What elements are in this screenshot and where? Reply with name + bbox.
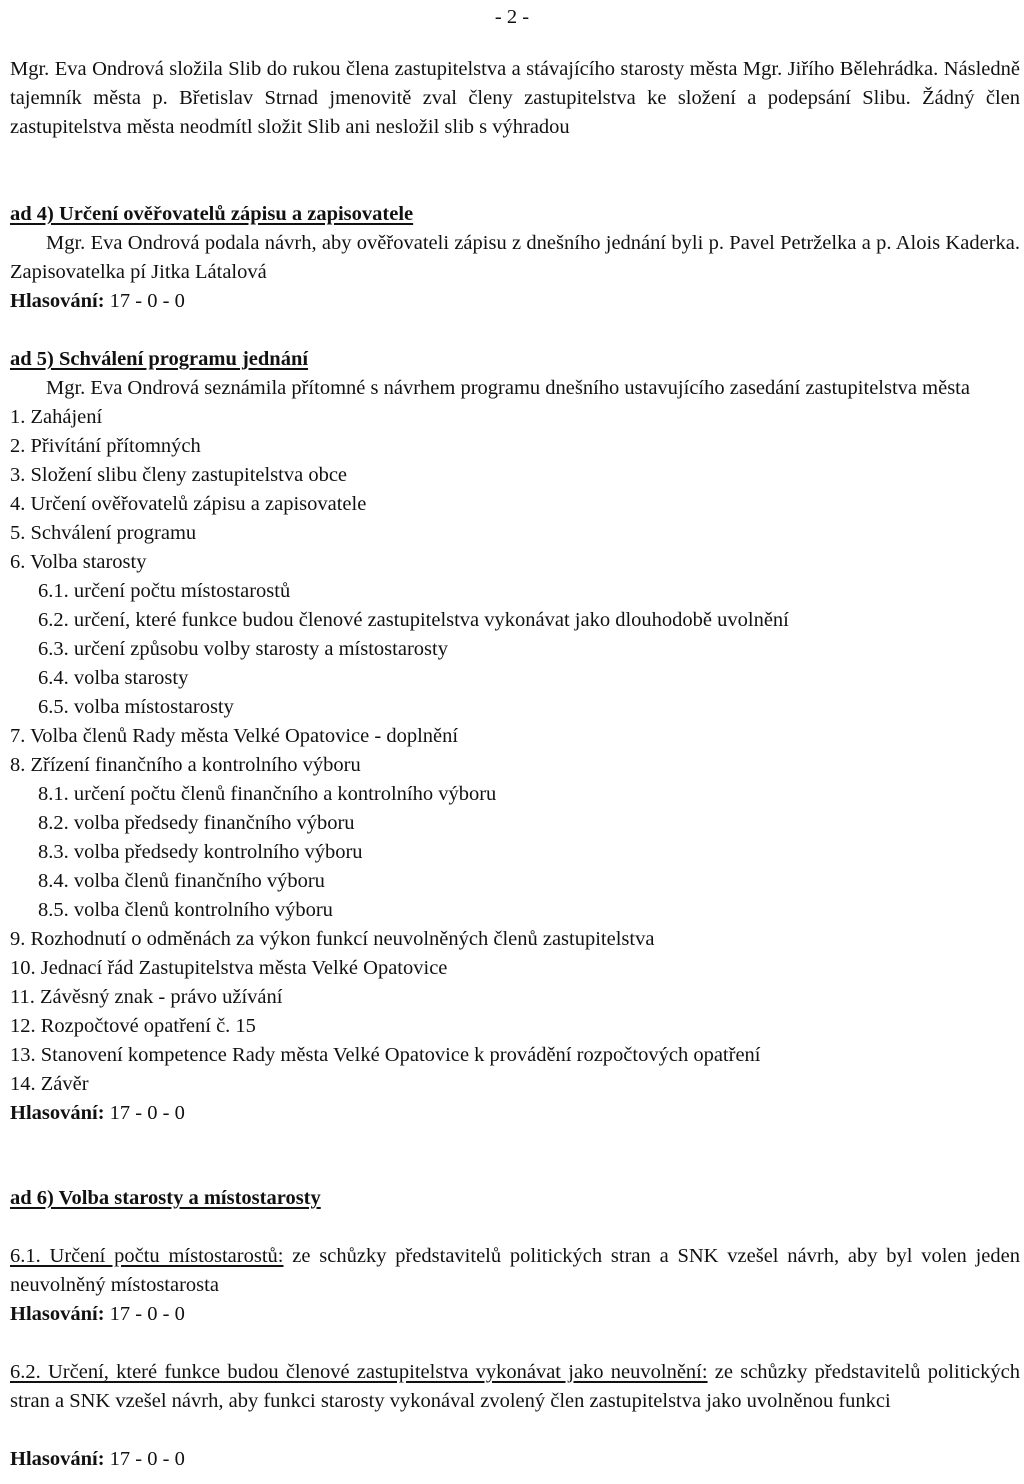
intro-paragraph: Mgr. Eva Ondrová složila Slib do rukou člena zastupitelstva a stávajícího starosty města Mgr. Jiřího Bělehrádka. Následně tajemník města p. Břetislav Strnad jmenovitě zval členy zastupitelstva ke složení a podepsání Slibu. Žádný člen zastupitelstva města neodmítl složit Slib ani nesložil slib s výhradou (10, 58, 1020, 138)
vote-label: Hlasování: (10, 290, 105, 312)
agenda-item: 8.4. volba členů finančního výboru (38, 870, 325, 892)
section-5-heading: ad 5) Schválení programu jednání (10, 348, 309, 370)
section-6-1 (10, 1242, 1020, 1300)
section-6-2-title: 6.2. Určení, které funkce budou členové zastupitelstva vykonávat jako neuvolnění: (10, 1361, 708, 1383)
agenda-item: 13. Stanovení kompetence Rady města Velké Opatovice k provádění rozpočtových opatření (10, 1044, 761, 1066)
vote-label: Hlasování: (10, 1102, 105, 1124)
agenda-item: 9. Rozhodnutí o odměnách za výkon funkcí neuvolněných členů zastupitelstva (10, 928, 655, 950)
agenda-item: 6.3. určení způsobu volby starosty a místostarosty (38, 638, 448, 660)
vote-value: 17 - 0 - 0 (109, 1303, 185, 1325)
section-5-text: Mgr. Eva Ondrová seznámila přítomné s návrhem programu dnešního ustavujícího zasedání zastupitelstva města (46, 377, 970, 399)
section-6-2-text: ze schůzky představitelů politických stran a SNK vzešel návrh, aby funkci starosty vykonával zvolený člen zastupitelstva jako uvolněnou funkci (10, 1361, 1020, 1412)
agenda-item: 14. Závěr (10, 1073, 89, 1095)
vote-label: Hlasování: (10, 1303, 105, 1325)
section-4-heading: ad 4) Určení ověřovatelů zápisu a zapisovatele (10, 203, 414, 225)
agenda-item: 6.2. určení, které funkce budou členové zastupitelstva vykonávat jako dlouhodobě uvolnění (38, 609, 789, 631)
vote-label: Hlasování: (10, 1448, 105, 1470)
agenda-item: 3. Složení slibu členy zastupitelstva obce (10, 464, 348, 486)
vote-value: 17 - 0 - 0 (109, 290, 185, 312)
agenda-item: 2. Přivítání přítomných (10, 435, 201, 457)
agenda-item: 6.5. volba místostarosty (38, 696, 234, 718)
agenda-item: 11. Závěsný znak - právo užívání (10, 986, 283, 1008)
section-6-1-vote (10, 1300, 1020, 1329)
agenda-item: 4. Určení ověřovatelů zápisu a zapisovatele (10, 493, 367, 515)
agenda-item: 6.1. určení počtu místostarostů (38, 580, 291, 602)
agenda-item: 8.3. volba předsedy kontrolního výboru (38, 841, 363, 863)
agenda-item: 5. Schválení programu (10, 522, 197, 544)
section-6-2 (10, 1358, 1020, 1416)
vote-value: 17 - 0 - 0 (109, 1102, 185, 1124)
agenda-item: 6.4. volba starosty (38, 667, 189, 689)
agenda-item: 1. Zahájení (10, 406, 103, 428)
section-6 (10, 1184, 1020, 1213)
section-4-vote (10, 287, 1020, 316)
section-6-1-text: ze schůzky představitelů politických stran a SNK vzešel návrh, aby byl volen jeden neuvolněný místostarosta (10, 1245, 1020, 1296)
section-6-heading: ad 6) Volba starosty a místostarosty (10, 1187, 321, 1209)
agenda-list (10, 403, 1020, 1099)
agenda-item: 8.5. volba členů kontrolního výboru (38, 899, 333, 921)
page-number: - 2 - (494, 6, 530, 28)
vote-value: 17 - 0 - 0 (109, 1448, 185, 1470)
section-6-2-vote (10, 1445, 1020, 1474)
agenda-item: 8. Zřízení finančního a kontrolního výboru (10, 754, 361, 776)
section-6-1-title: 6.1. Určení počtu místostarostů: (10, 1245, 284, 1267)
section-4 (10, 200, 1020, 316)
agenda-item: 7. Volba členů Rady města Velké Opatovice - doplnění (10, 725, 459, 747)
section-4-text: Mgr. Eva Ondrová podala návrh, aby ověřovateli zápisu z dnešního jednání byli p. Pavel Petrželka a p. Alois Kaderka. Zapisovatelka pí Jitka Látalová (10, 232, 1020, 283)
section-5-vote (10, 1099, 1020, 1128)
agenda-item: 12. Rozpočtové opatření č. 15 (10, 1015, 256, 1037)
agenda-item: 6. Volba starosty (10, 551, 147, 573)
agenda-item: 8.1. určení počtu členů finančního a kontrolního výboru (38, 783, 497, 805)
agenda-item: 10. Jednací řád Zastupitelstva města Velké Opatovice (10, 957, 448, 979)
section-5 (10, 345, 1020, 1128)
agenda-item: 8.2. volba předsedy finančního výboru (38, 812, 355, 834)
